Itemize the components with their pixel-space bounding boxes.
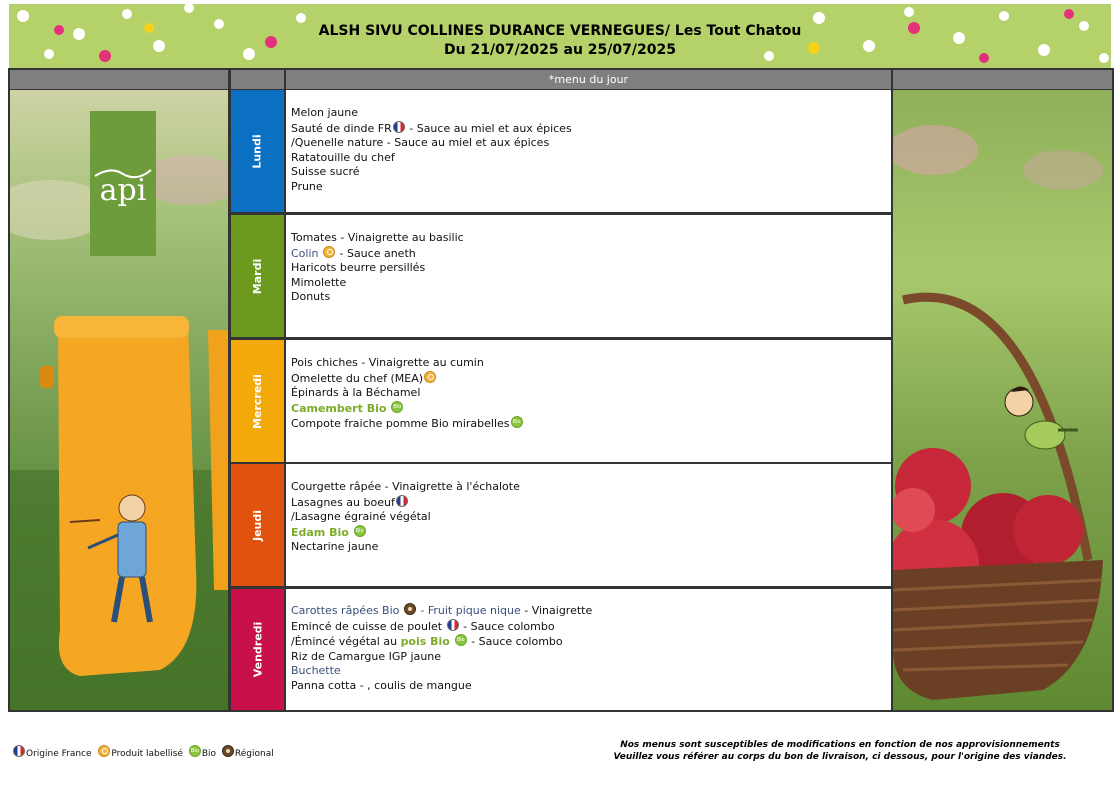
table-header-left [10,70,228,89]
menu-item [291,540,891,555]
menu-item-text: - Fruit pique nique [416,604,521,617]
label-icon [323,246,335,258]
menu-item-text: Omelette du chef (MEA) [291,371,424,385]
menu-item-text: pois Bio [400,635,454,648]
menu-item-text: Donuts [291,290,331,303]
menu-item-text: Haricots beurre persillés [291,261,426,274]
menu-item-text: - Vinaigrette [520,604,593,617]
label-icon [424,371,436,383]
logo-text: api [99,172,147,208]
regional-icon [404,603,416,615]
disclaimer-notice [600,739,1080,763]
menu-item-text: Prune [291,179,323,193]
bio-icon [511,416,523,428]
menu-item [291,679,891,694]
menu-item-text: Compote fraiche pomme Bio mirabelles [291,417,510,430]
menu-item [291,276,891,291]
legend-regional: Régional [234,749,274,759]
menu-item-text: Buchette [291,664,341,677]
menu-item [291,106,891,121]
menu-item-text: Épinards à la Béchamel [291,386,421,399]
menu-item-text: Nectarine jaune [291,540,379,553]
france-flag-icon [13,745,25,757]
menu-cell-mercredi [286,340,891,462]
menu-item-text: - Sauce colombo [467,635,563,648]
day-label-vendredi: Vendredi [231,589,284,710]
day-label-mardi: Mardi [231,215,284,337]
bio-icon [391,401,403,413]
menu-item [291,650,891,665]
menu-item [291,261,891,276]
day-label-lundi: Lundi [231,90,284,212]
menu-item [291,231,891,246]
menu-item-text: - Sauce au miel et aux épices [405,121,572,135]
bio-icon [189,745,201,757]
menu-item [291,290,891,305]
menu-item-text: Sauté de dinde FR [291,121,392,135]
france-flag-icon [447,619,459,631]
menu-item [291,386,891,401]
menu-item [291,165,891,180]
menu-item [291,619,891,635]
menu-item [291,246,891,262]
page-title: ALSH SIVU COLLINES DURANCE VERNEGUES/ Les Tout Chatou [318,23,802,39]
apple-basket-photo [893,90,1112,710]
menu-item-text: - Sauce aneth [336,246,416,260]
menu-item [291,603,891,619]
notice-line-1: Nos menus sont susceptibles de modifications en fonction de nos approvisionnements [620,740,1060,750]
menu-item-text: Pois chiches - Vinaigrette au cumin [291,356,484,369]
legend-label: Produit labellisé [111,749,183,759]
table-header-day [231,70,284,89]
menu-item [291,371,891,387]
header-banner [9,4,1111,68]
menu-item-text: Suisse sucré [291,165,360,178]
table-header-menu: *menu du jour [286,70,891,89]
menu-item-text: Carottes râpées Bio [291,604,403,617]
menu-cell-lundi [286,90,891,212]
bio-icon [455,634,467,646]
menu-cell-mardi [286,215,891,337]
menu-item-text: Edam Bio [291,525,353,539]
legend [12,745,274,759]
menu-item-text: Ratatouille du chef [291,150,395,164]
menu-item-text: Panna cotta - , coulis de mangue [291,678,472,692]
day-label-mercredi: Mercredi [231,340,284,462]
menu-item [291,495,891,511]
menu-cell-jeudi [286,464,891,586]
menu-item-text: Melon jaune [291,106,359,119]
legend-france: Origine France [26,749,92,759]
notice-line-2: Veuillez vous référer au corps du bon de livraison, ci dessous, pour l'origine des viandes. [613,752,1067,762]
legend-bio: Bio [201,749,217,759]
menu-item-text: Mimolette [291,275,347,289]
menu-item [291,151,891,166]
bio-icon [354,525,366,537]
label-icon [98,745,110,757]
day-label-jeudi: Jeudi [231,464,284,586]
menu-item-text: Tomates - Vinaigrette au basilic [291,231,464,244]
menu-item-text: Colin [291,246,322,260]
menu-item-text: /Émincé végétal au [291,635,401,648]
regional-icon [222,745,234,757]
api-logo [90,111,156,256]
menu-item-text: /Lasagne égrainé végétal [291,510,431,523]
menu-item [291,525,891,541]
menu-item-text: Lasagnes au boeuf [291,495,395,509]
menu-item [291,121,891,137]
france-flag-icon [396,495,408,507]
menu-item-text: /Quenelle nature - Sauce au miel et aux épices [291,136,550,149]
menu-cell-vendredi [286,589,891,710]
basket-image [893,560,1103,700]
menu-item [291,480,891,495]
menu-item-text: Courgette râpée - Vinaigrette à l'échalote [291,480,520,493]
table-header-right [893,70,1112,89]
menu-item [291,510,891,525]
menu-item-text: Emincé de cuisse de poulet [291,619,446,633]
date-range: Du 21/07/2025 au 25/07/2025 [444,42,676,58]
menu-item [291,356,891,371]
menu-item-text: Riz de Camargue IGP jaune [291,649,442,663]
menu-item [291,416,891,432]
menu-item [291,401,891,417]
menu-item [291,634,891,650]
france-flag-icon [393,121,405,133]
menu-item [291,136,891,151]
menu-item [291,180,891,195]
menu-item-text: - Sauce colombo [459,619,555,633]
menu-item [291,664,891,679]
menu-item-text: Camembert Bio [291,401,391,415]
